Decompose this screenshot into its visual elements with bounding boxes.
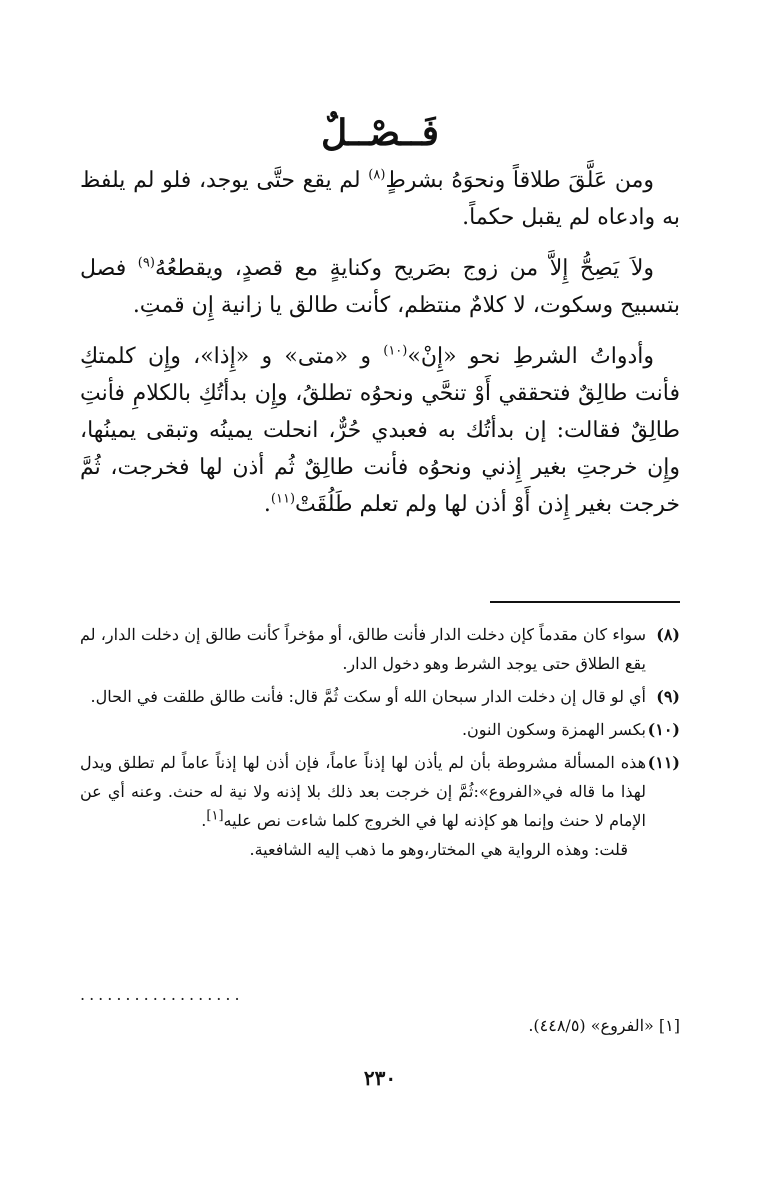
footnote-number: (١٠) bbox=[647, 720, 680, 739]
footnote-text: أي لو قال إن دخلت الدار سبحان الله أو سكت ثُمَّ قال: فأنت طالق طلقت في الحال. bbox=[90, 687, 646, 706]
paragraph-1 bbox=[80, 162, 680, 236]
paragraph-2 bbox=[80, 250, 680, 324]
paragraph-3 bbox=[80, 338, 680, 523]
editor-separator: .................. bbox=[80, 985, 244, 1004]
section-title: فَــصْــلٌ bbox=[321, 112, 439, 154]
footnotes bbox=[80, 620, 680, 868]
footnote-8 bbox=[80, 620, 680, 678]
footnote-ref-10[interactable]: (١٠) bbox=[383, 343, 408, 359]
footnote-text: بكسر الهمزة وسكون النون. bbox=[461, 720, 646, 739]
footnote-11 bbox=[80, 748, 680, 864]
editor-ref[interactable]: [١] bbox=[206, 808, 224, 824]
footnote-10 bbox=[80, 715, 680, 744]
footnote-number: (١١) bbox=[647, 753, 680, 772]
paragraph-text: و «متى» و «إِذا»، وإِن كلمتكِ فأنت طالِقٌ فتحققي أَوْ تنحَّي ونحوُه تطلقُ، وإِن بدأتُكِ بالكلامِ فأنتِ طالِقٌ فقالت: إن بدأتُك به فعبدي حُرٌّ، انحلت يمينُه وتبقى يمينُها، وإِن خرجتِ بغير إِذني ونحوُه فأنت طالِقٌ ثُم أذن لها فخرجت، ثُمَّ خرجت بغير إِذن أَوْ أذن لها ولم تعلم طَلُقَتْ bbox=[80, 344, 680, 517]
footnote-number: (٩) bbox=[656, 687, 680, 706]
editor-note: [١] «الفروع» (٤٤٨/٥). bbox=[528, 1016, 680, 1035]
footnote-ref-8[interactable]: (٨) bbox=[368, 167, 386, 183]
paragraph-text: وأدواتُ الشرطِ نحو «إِنْ» bbox=[407, 344, 654, 369]
paragraph-text: ومن عَلَّقَ طلاقاً ونحوَهُ بشرطٍ bbox=[385, 168, 654, 193]
paragraph-text: لم يقع حتَّى يوجد، فلو لم يلفظ به وادعاه لم يقبل حكماً. bbox=[80, 168, 680, 230]
paragraph-text: . bbox=[263, 492, 271, 517]
paragraph-text: ولاَ يَصِحُّ إِلاَّ من زوج بصَريح وكنايةٍ مع قصدٍ، ويقطعُهُ bbox=[154, 256, 655, 281]
footnote-text: هذه المسألة مشروطة بأن لم يأذن لها إذناً عاماً، فإن أذن لها إذناً عاماً لم تطلق ويدل لهذا ما قاله في«الفروع»:ثُمَّ إن خرجت بعد ذلك بلا إذنه ولا نية له حنث. وعنه أي عن الإمام لا حنث وإنما هو كإذنه لها في الخروج كلما شاءت نص عليه[١]. bbox=[80, 753, 646, 830]
paragraph-text: فصل بتسبيح وسكوت، لا كلامٌ منتظم، كأنت طالق يا زانية إِن قمتِ. bbox=[80, 256, 680, 318]
footnote-text-comment: قلت: وهذه الرواية هي المختار،وهو ما ذهب إليه الشافعية. bbox=[249, 840, 628, 859]
footnote-text: سواء كان مقدماً كإن دخلت الدار فأنت طالق، أو مؤخراً كأنت طالق إن دخلت الدار، لم يقع الطلاق حتى يوجد الشرط وهو دخول الدار. bbox=[80, 625, 646, 673]
main-text bbox=[80, 162, 680, 537]
footnote-number: (٨) bbox=[656, 625, 680, 644]
footnote-ref-9[interactable]: (٩) bbox=[137, 255, 155, 271]
footnote-9 bbox=[80, 682, 680, 711]
footnote-ref-11[interactable]: (١١) bbox=[270, 491, 296, 507]
footnote-text-main: هذه المسألة مشروطة بأن لم يأذن لها إذناً عاماً، فإن أذن لها إذناً عاماً لم تطلق ويدل لهذا ما قاله في«الفروع»:ثُمَّ إن خرجت بعد ذلك بلا إذنه ولا نية له حنث. وعنه أي عن الإمام لا حنث وإنما هو كإذنه لها في الخروج كلما شاءت نص عليه bbox=[80, 753, 646, 830]
page-number: ٢٣٠ bbox=[363, 1066, 397, 1090]
footnote-divider bbox=[490, 601, 680, 603]
